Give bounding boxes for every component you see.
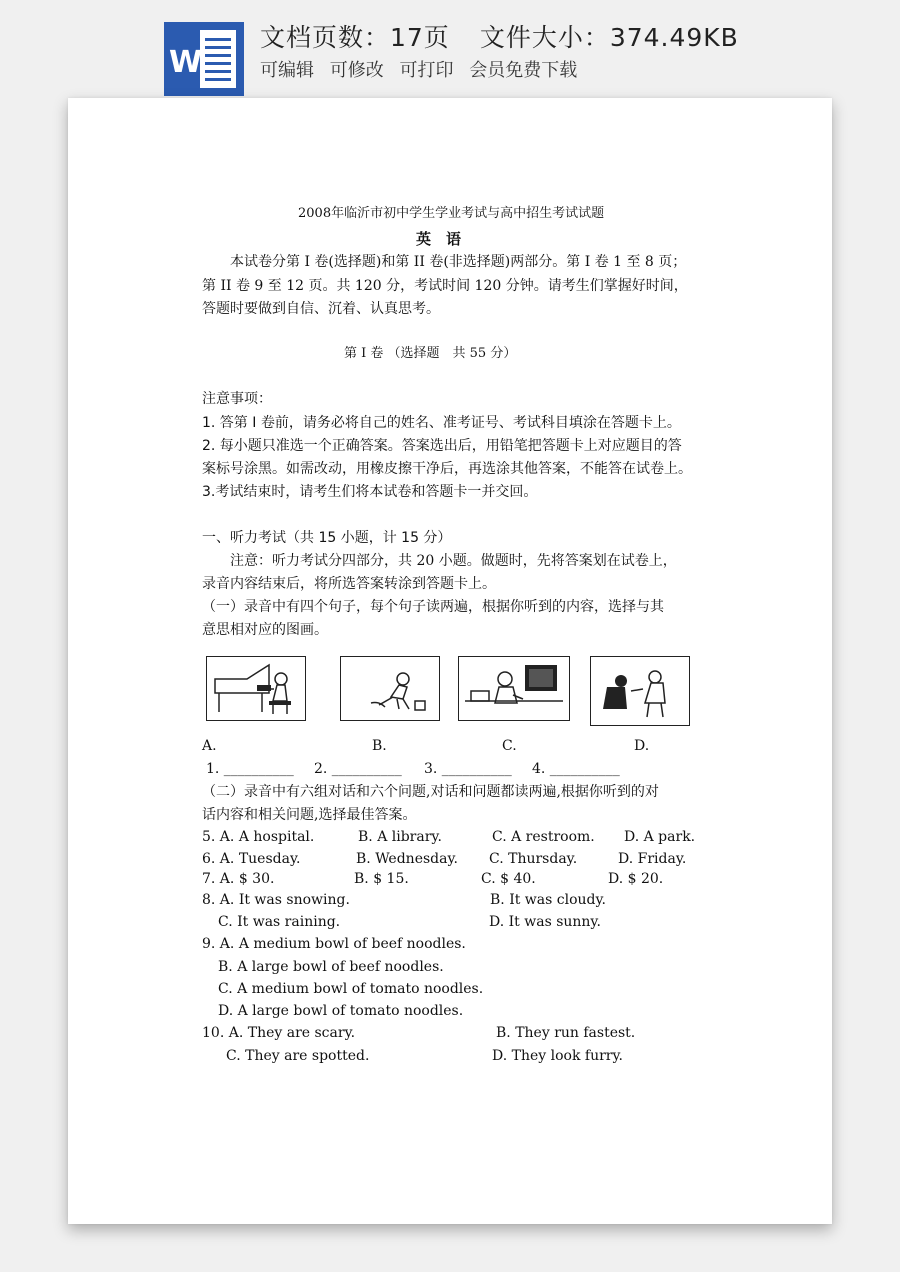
q7-option-b: B. $ 15. (354, 871, 409, 887)
q8-option-b: B. It was cloudy. (490, 892, 606, 908)
q10-option-c: C. They are spotted. (226, 1048, 370, 1064)
q9-option-c: C. A medium bowl of tomato noodles. (218, 981, 484, 997)
blank-1[interactable]: 1. __________ (206, 761, 294, 777)
q7-option-a: 7. A. $ 30. (202, 871, 275, 887)
picture-a-piano (206, 656, 306, 721)
part-a-instructions-b: 意思相对应的图画。 (202, 622, 328, 638)
note-2a: 2. 每小题只准选一个正确答案。答案选出后，用铅笔把答题卡上对应题目的答 (202, 438, 682, 454)
q8-option-a: 8. A. It was snowing. (202, 892, 350, 908)
q6-option-c: C. Thursday. (489, 851, 578, 867)
part-b-instructions-b: 话内容和相关问题,选择最佳答案。 (202, 807, 417, 823)
part1-heading: 第 I 卷 （选择题 共 55 分） (344, 346, 517, 361)
intro-line-3: 答题时要做到自信、沉着、认真思考。 (202, 301, 440, 317)
subject-title: 英 语 (416, 230, 462, 248)
picture-d-two-people (590, 656, 690, 726)
q10-option-a: 10. A. They are scary. (202, 1025, 356, 1041)
q7-option-d: D. $ 20. (608, 871, 664, 887)
picture-label-a: A. (202, 738, 217, 754)
q7-option-c: C. $ 40. (481, 871, 536, 887)
section1-note-b: 录音内容结束后，将所选答案转涂到答题卡上。 (202, 576, 496, 592)
picture-label-b: B. (372, 738, 387, 754)
intro-line-1: 本试卷分第 I 卷(选择题)和第 II 卷(非选择题)两部分。第 I 卷 1 至 8 页； (230, 254, 687, 270)
header-actions (260, 56, 587, 82)
page-count: 文档页数：17页 (260, 23, 450, 52)
q5-option-a: 5. A. A hospital. (202, 829, 315, 845)
file-info-header (0, 0, 900, 100)
q9-option-d: D. A large bowl of tomato noodles. (218, 1003, 464, 1019)
picture-label-c: C. (502, 738, 517, 754)
blank-2[interactable]: 2. __________ (314, 761, 402, 777)
notes-title: 注意事项： (202, 391, 272, 407)
action-member-download[interactable]: 会员免费下载 (469, 60, 578, 81)
q8-option-d: D. It was sunny. (489, 914, 601, 930)
q9-option-a: 9. A. A medium bowl of beef noodles. (202, 936, 466, 952)
picture-c-studying (458, 656, 570, 721)
q8-option-c: C. It was raining. (218, 914, 341, 930)
word-document-icon (164, 22, 244, 96)
section1-note-a: 注意：听力考试分四部分，共 20 小题。做题时，先将答案划在试卷上， (230, 553, 677, 569)
picture-label-d: D. (634, 738, 650, 754)
part-a-instructions-a: （一）录音中有四个句子，每个句子读两遍，根据你听到的内容，选择与其 (202, 599, 664, 615)
part-b-instructions-a: （二）录音中有六组对话和六个问题,对话和问题都读两遍,根据你听到的对 (202, 784, 659, 800)
action-editable: 可编辑 (260, 60, 314, 81)
q5-option-b: B. A library. (358, 829, 442, 845)
intro-line-2: 第 II 卷 9 至 12 页。共 120 分，考试时间 120 分钟。请考生们掌握好时间， (202, 278, 688, 294)
q6-option-b: B. Wednesday. (356, 851, 458, 867)
blank-3[interactable]: 3. __________ (424, 761, 512, 777)
note-3: 3.考试结束时，请考生们将本试卷和答题卡一并交回。 (202, 484, 538, 500)
action-modifiable: 可修改 (329, 60, 384, 81)
q5-option-c: C. A restroom. (492, 829, 595, 845)
q9-option-b: B. A large bowl of beef noodles. (218, 959, 444, 975)
file-size: 文件大小：374.49KB (479, 23, 739, 52)
document-page (68, 98, 832, 1224)
q6-option-a: 6. A. Tuesday. (202, 851, 301, 867)
note-1: 1. 答第 I 卷前，请务必将自己的姓名、准考证号、考试科目填涂在答题卡上。 (202, 415, 681, 431)
svg-text:W: W (169, 45, 203, 80)
picture-b-cleaning (340, 656, 440, 721)
note-2b: 案标号涂黑。如需改动，用橡皮擦干净后，再选涂其他答案，不能答在试卷上。 (202, 461, 692, 477)
exam-title: 2008年临沂市初中学生学业考试与高中招生考试试题 (298, 206, 605, 221)
blank-4[interactable]: 4. __________ (532, 761, 620, 777)
action-printable: 可打印 (399, 60, 454, 81)
section1-heading: 一、听力考试（共 15 小题，计 15 分） (202, 530, 452, 546)
q10-option-d: D. They look furry. (492, 1048, 623, 1064)
q5-option-d: D. A park. (624, 829, 696, 845)
header-title (260, 18, 739, 54)
q6-option-d: D. Friday. (618, 851, 687, 867)
q10-option-b: B. They run fastest. (496, 1025, 636, 1041)
